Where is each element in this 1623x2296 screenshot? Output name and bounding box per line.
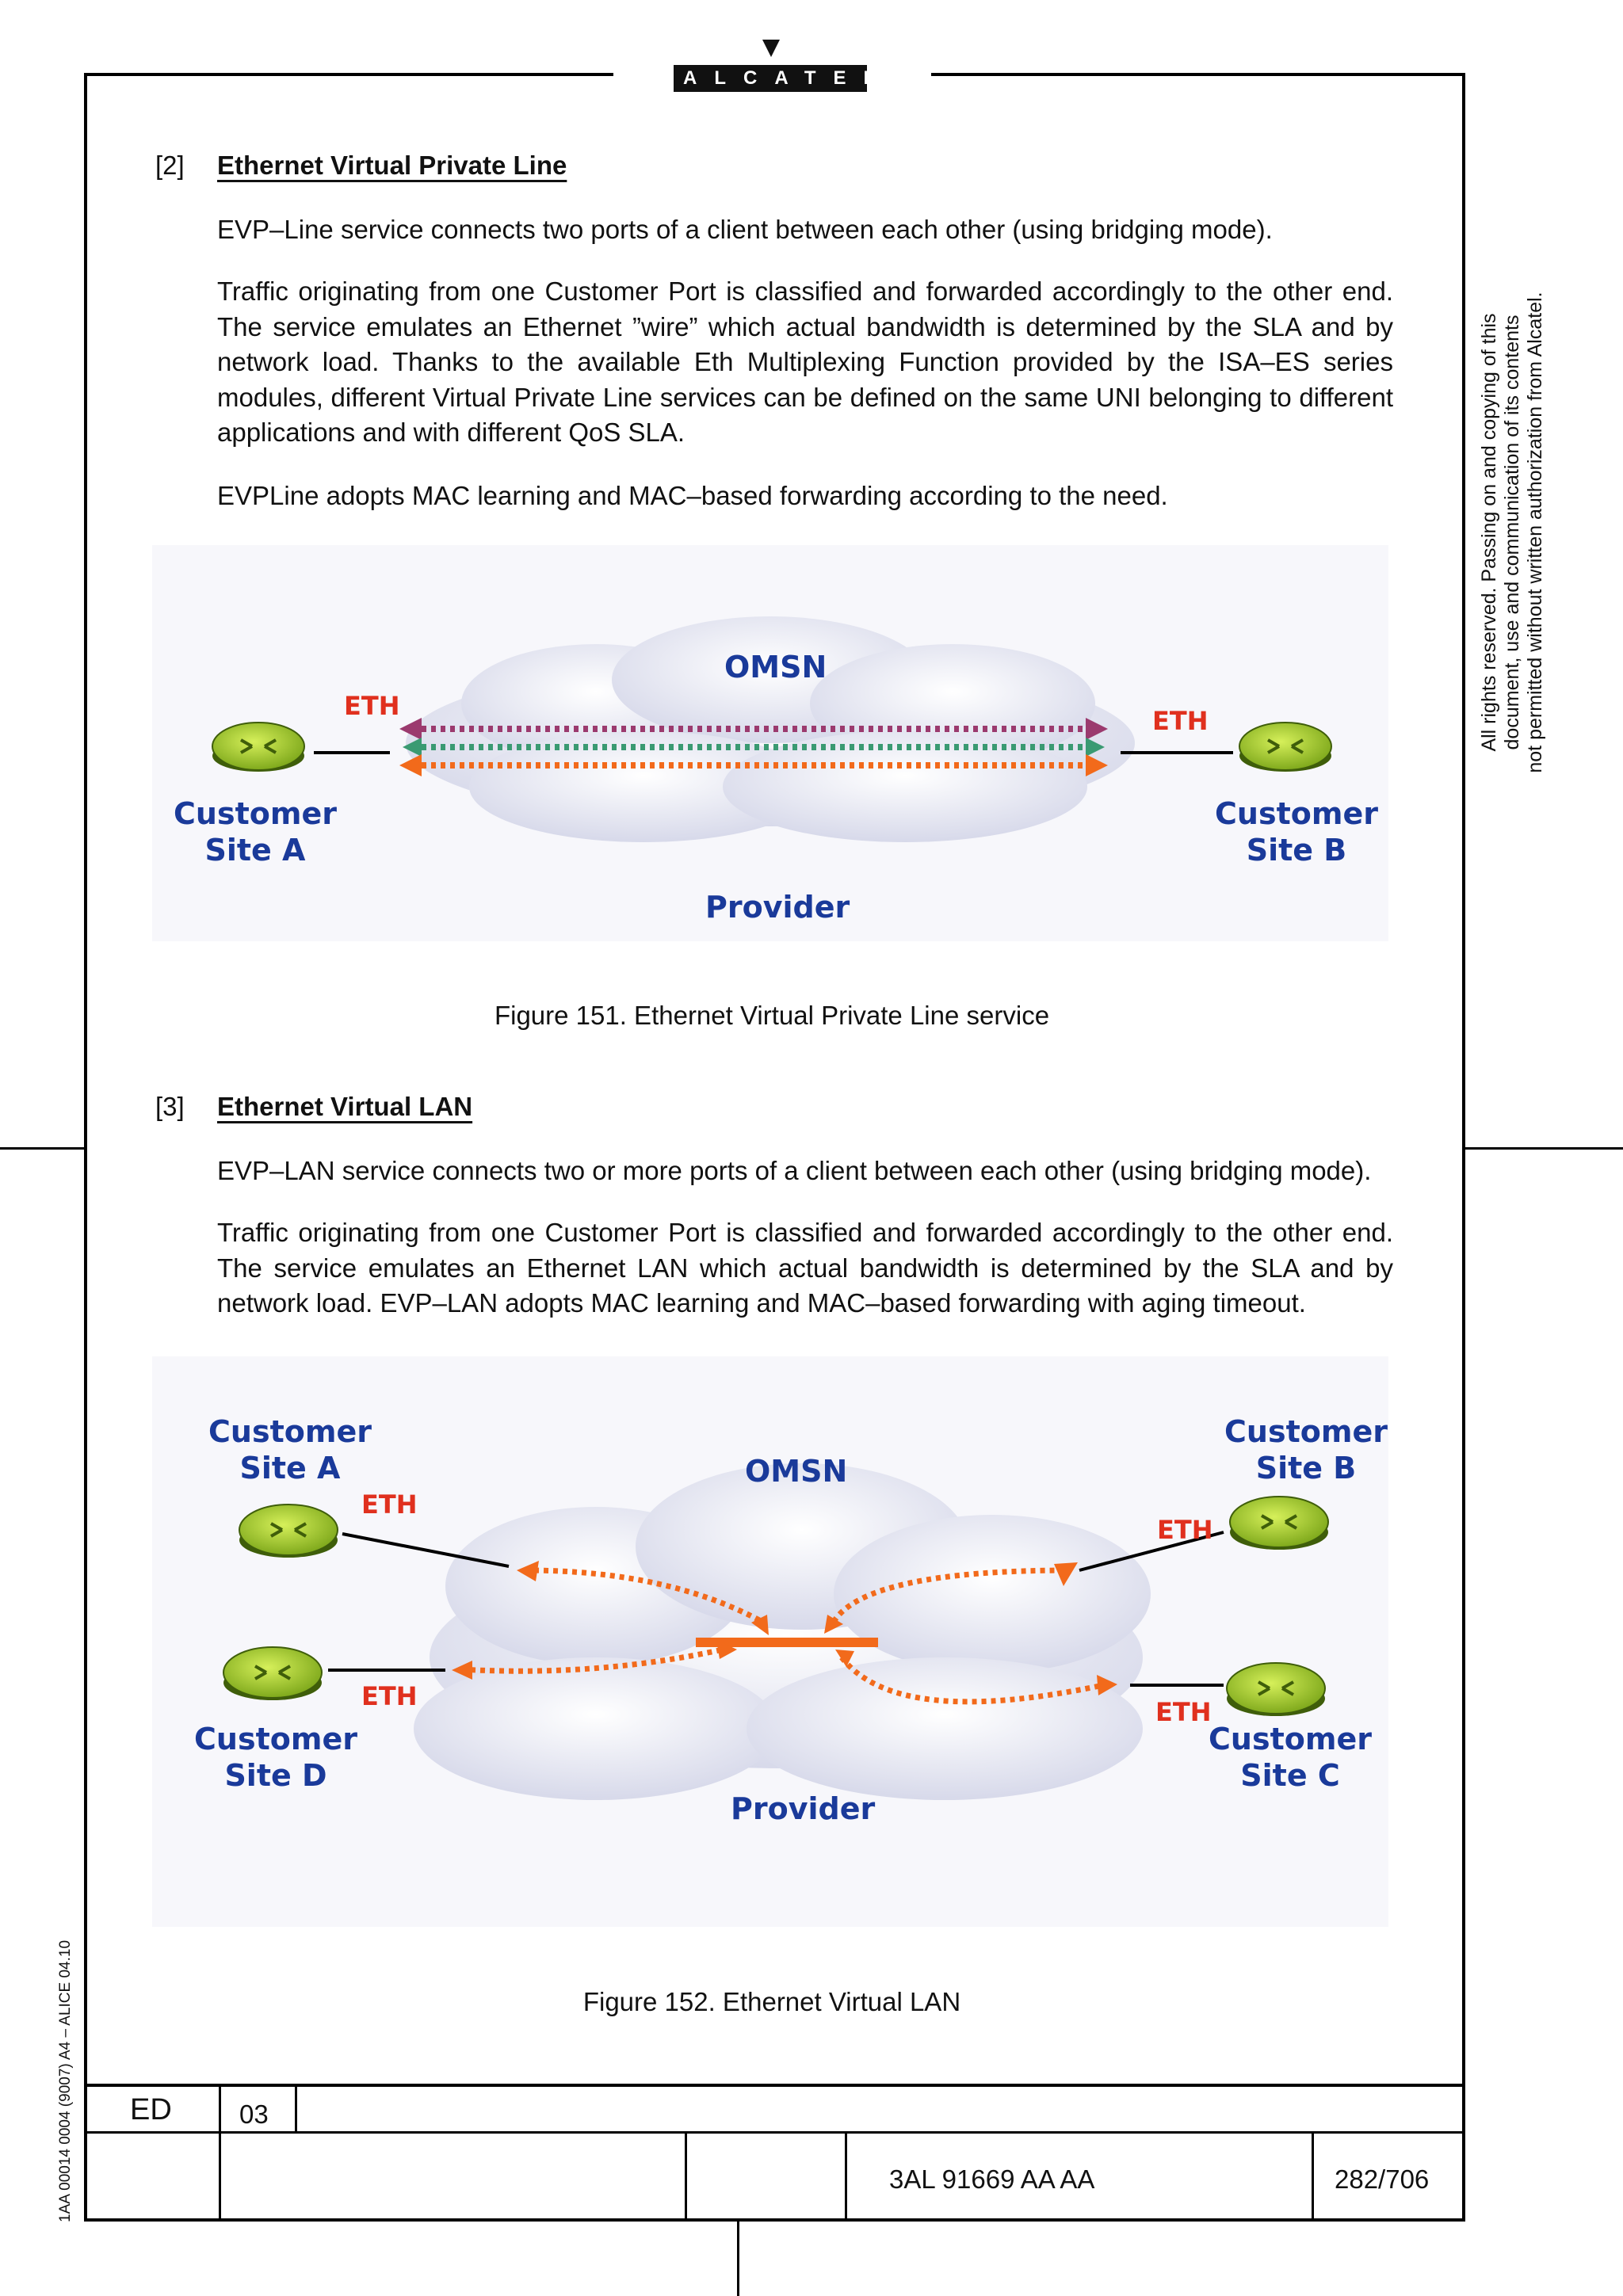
alcatel-logo: ALCATEL xyxy=(674,65,867,92)
paragraph: EVPLine adopts MAC learning and MAC–based forwarding according to the need. xyxy=(217,481,1168,510)
site-b-label: Site B xyxy=(1246,833,1347,868)
frame-left xyxy=(84,73,87,2222)
page-number: 282/706 xyxy=(1335,2164,1430,2194)
eth-label: ETH xyxy=(1152,706,1209,736)
router-site-a-icon xyxy=(212,723,304,772)
footer-rule xyxy=(84,2084,1465,2087)
router-site-b-icon xyxy=(1230,1497,1328,1550)
site-b-label: Customer xyxy=(1224,1414,1388,1449)
frame-top-right xyxy=(931,73,1465,76)
section-title: Ethernet Virtual LAN xyxy=(217,1092,473,1121)
footer-divider xyxy=(1312,2131,1314,2222)
document-number: 3AL 91669 AA AA xyxy=(889,2164,1095,2194)
paragraph: Traffic originating from one Customer Port is classified and forwarded accordingly to the other end. The service emulates an Ethernet LAN which actual bandwidth is determined by the SLA and by network load. EVP–LAN adopts MAC learning and MAC–based forwarding with aging timeout. xyxy=(217,1218,1393,1318)
footer-divider xyxy=(845,2131,847,2222)
eth-label: ETH xyxy=(361,1489,418,1520)
footer-rule xyxy=(84,2131,1465,2134)
footer-divider xyxy=(219,2084,221,2222)
figure-caption: Figure 152. Ethernet Virtual LAN xyxy=(582,1987,961,2016)
frame-top-left xyxy=(84,73,613,76)
site-a-label: Customer xyxy=(208,1414,372,1449)
figure-evp-lan-diagram xyxy=(152,1356,1388,1927)
router-site-c-icon xyxy=(1227,1663,1325,1716)
legal-line: document, use and communication of its contents xyxy=(1501,315,1523,750)
footer-divider xyxy=(295,2084,297,2133)
evp-line-svg xyxy=(152,545,1388,941)
eth-label: ETH xyxy=(344,691,400,721)
paragraph: EVP–LAN service connects two or more ports of a client between each other (using bridging mode). xyxy=(217,1156,1372,1185)
document-reference: 1AA 00014 0004 (9007) A4 – ALICE 04.10 xyxy=(57,1939,74,2222)
section-number: [2] xyxy=(155,151,185,180)
legal-notice xyxy=(1478,263,1547,802)
eth-label: ETH xyxy=(1155,1697,1212,1727)
cloud-shape xyxy=(414,1463,1151,1800)
fold-mark-right xyxy=(1465,1147,1623,1150)
footer-divider xyxy=(685,2131,687,2222)
section-number: [3] xyxy=(155,1092,185,1121)
site-a-label: Customer xyxy=(174,796,337,831)
cloud-bottom-label: Provider xyxy=(731,1791,876,1826)
site-b-label: Site B xyxy=(1255,1451,1357,1486)
site-d-label: Site D xyxy=(224,1758,327,1793)
site-a-label: Site A xyxy=(239,1451,341,1486)
paragraph: EVP–Line service connects two ports of a client between each other (using bridging mode). xyxy=(217,215,1273,244)
router-site-a-icon xyxy=(239,1505,338,1558)
eth-label: ETH xyxy=(1157,1515,1213,1545)
edition-value: 03 xyxy=(239,2100,269,2129)
cloud-bottom-label: Provider xyxy=(705,890,850,925)
footer-rule xyxy=(84,2218,1465,2222)
logo-triangle-icon xyxy=(762,40,780,57)
site-c-label: Site C xyxy=(1240,1758,1340,1793)
site-a-label: Site A xyxy=(204,833,306,868)
router-site-b-icon xyxy=(1239,723,1331,772)
legal-line: not permitted without written authorization from Alcatel. xyxy=(1524,292,1546,773)
edition-label: ED xyxy=(130,2093,172,2126)
evp-lan-svg xyxy=(152,1356,1388,1927)
site-b-label: Customer xyxy=(1215,796,1378,831)
paragraph: Traffic originating from one Customer Port is classified and forwarded accordingly to the other end. The service emulates an Ethernet ”wire” which actual bandwidth is determined by the SLA and by network load. Thanks to the available Eth Multiplexing Function provided by the ISA–ES series modules, different Virtual Private Line services can be defined on the same UNI belonging to different applications and with different QoS SLA. xyxy=(217,277,1393,447)
fold-mark-bottom xyxy=(737,2222,739,2296)
site-c-label: Customer xyxy=(1209,1722,1372,1756)
eth-label: ETH xyxy=(361,1681,418,1711)
cloud-top-label: OMSN xyxy=(745,1454,848,1489)
figure-caption: Figure 151. Ethernet Virtual Private Line service xyxy=(494,1001,1050,1030)
figure-evp-line-diagram xyxy=(152,545,1388,941)
site-d-label: Customer xyxy=(194,1722,357,1756)
section-title: Ethernet Virtual Private Line xyxy=(217,151,567,180)
router-site-d-icon xyxy=(223,1647,322,1700)
cloud-top-label: OMSN xyxy=(724,650,827,685)
legal-line: All rights reserved. Passing on and copying of this xyxy=(1478,313,1500,752)
fold-mark-left xyxy=(0,1147,84,1150)
